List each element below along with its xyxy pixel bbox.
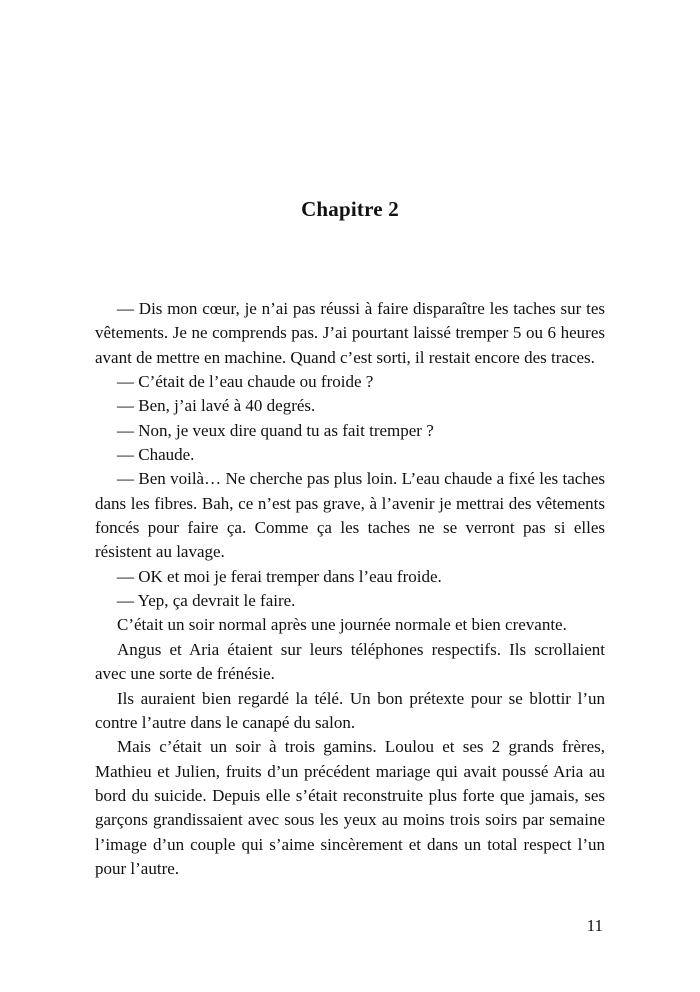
body-text	[95, 297, 605, 881]
paragraph: — Yep, ça devrait le faire.	[117, 591, 296, 611]
page-number: 11	[586, 916, 603, 935]
paragraph: — Ben, j’ai lavé à 40 degrés.	[117, 396, 316, 416]
paragraph: — Ben voilà… Ne cherche pas plus loin. L’eau chaude a fixé les taches dans les fibres. Bah, ce n’est pas grave, à l’avenir je mettrai des vêtements foncés pour faire ça. Comme ça les taches ne se verront pas si elles résistent au lavage.	[95, 469, 605, 562]
paragraph: Mais c’était un soir à trois gamins. Loulou et ses 2 grands frères, Mathieu et Julien, fruits d’un précédent mariage qui avait poussé Aria au bord du suicide. Depuis elle s’était reconstruite plus forte que jamais, ses garçons grandissaient avec sous les yeux au moins trois soirs par semaine l’image d’un couple qui s’aime sincèrement et dans un total respect l’un pour l’autre.	[95, 737, 605, 878]
chapter-title: Chapitre 2	[301, 197, 399, 221]
paragraph: — Chaude.	[117, 445, 195, 465]
paragraph: — Non, je veux dire quand tu as fait tremper ?	[117, 420, 434, 440]
paragraph: Ils auraient bien regardé la télé. Un bon prétexte pour se blottir l’un contre l’autre dans le canapé du salon.	[95, 688, 605, 732]
paragraph: — OK et moi je ferai tremper dans l’eau froide.	[117, 566, 442, 586]
paragraph: — C’était de l’eau chaude ou froide ?	[117, 372, 374, 392]
paragraph: C’était un soir normal après une journée normale et bien crevante.	[117, 615, 567, 635]
paragraph: — Dis mon cœur, je n’ai pas réussi à faire disparaître les taches sur tes vêtements. Je ne comprends pas. J’ai pourtant laissé tremper 5 ou 6 heures avant de mettre en machine. Quand c’est sorti, il restait encore des traces.	[95, 299, 605, 367]
paragraph: Angus et Aria étaient sur leurs téléphones respectifs. Ils scrollaient avec une sorte de frénésie.	[95, 639, 605, 684]
